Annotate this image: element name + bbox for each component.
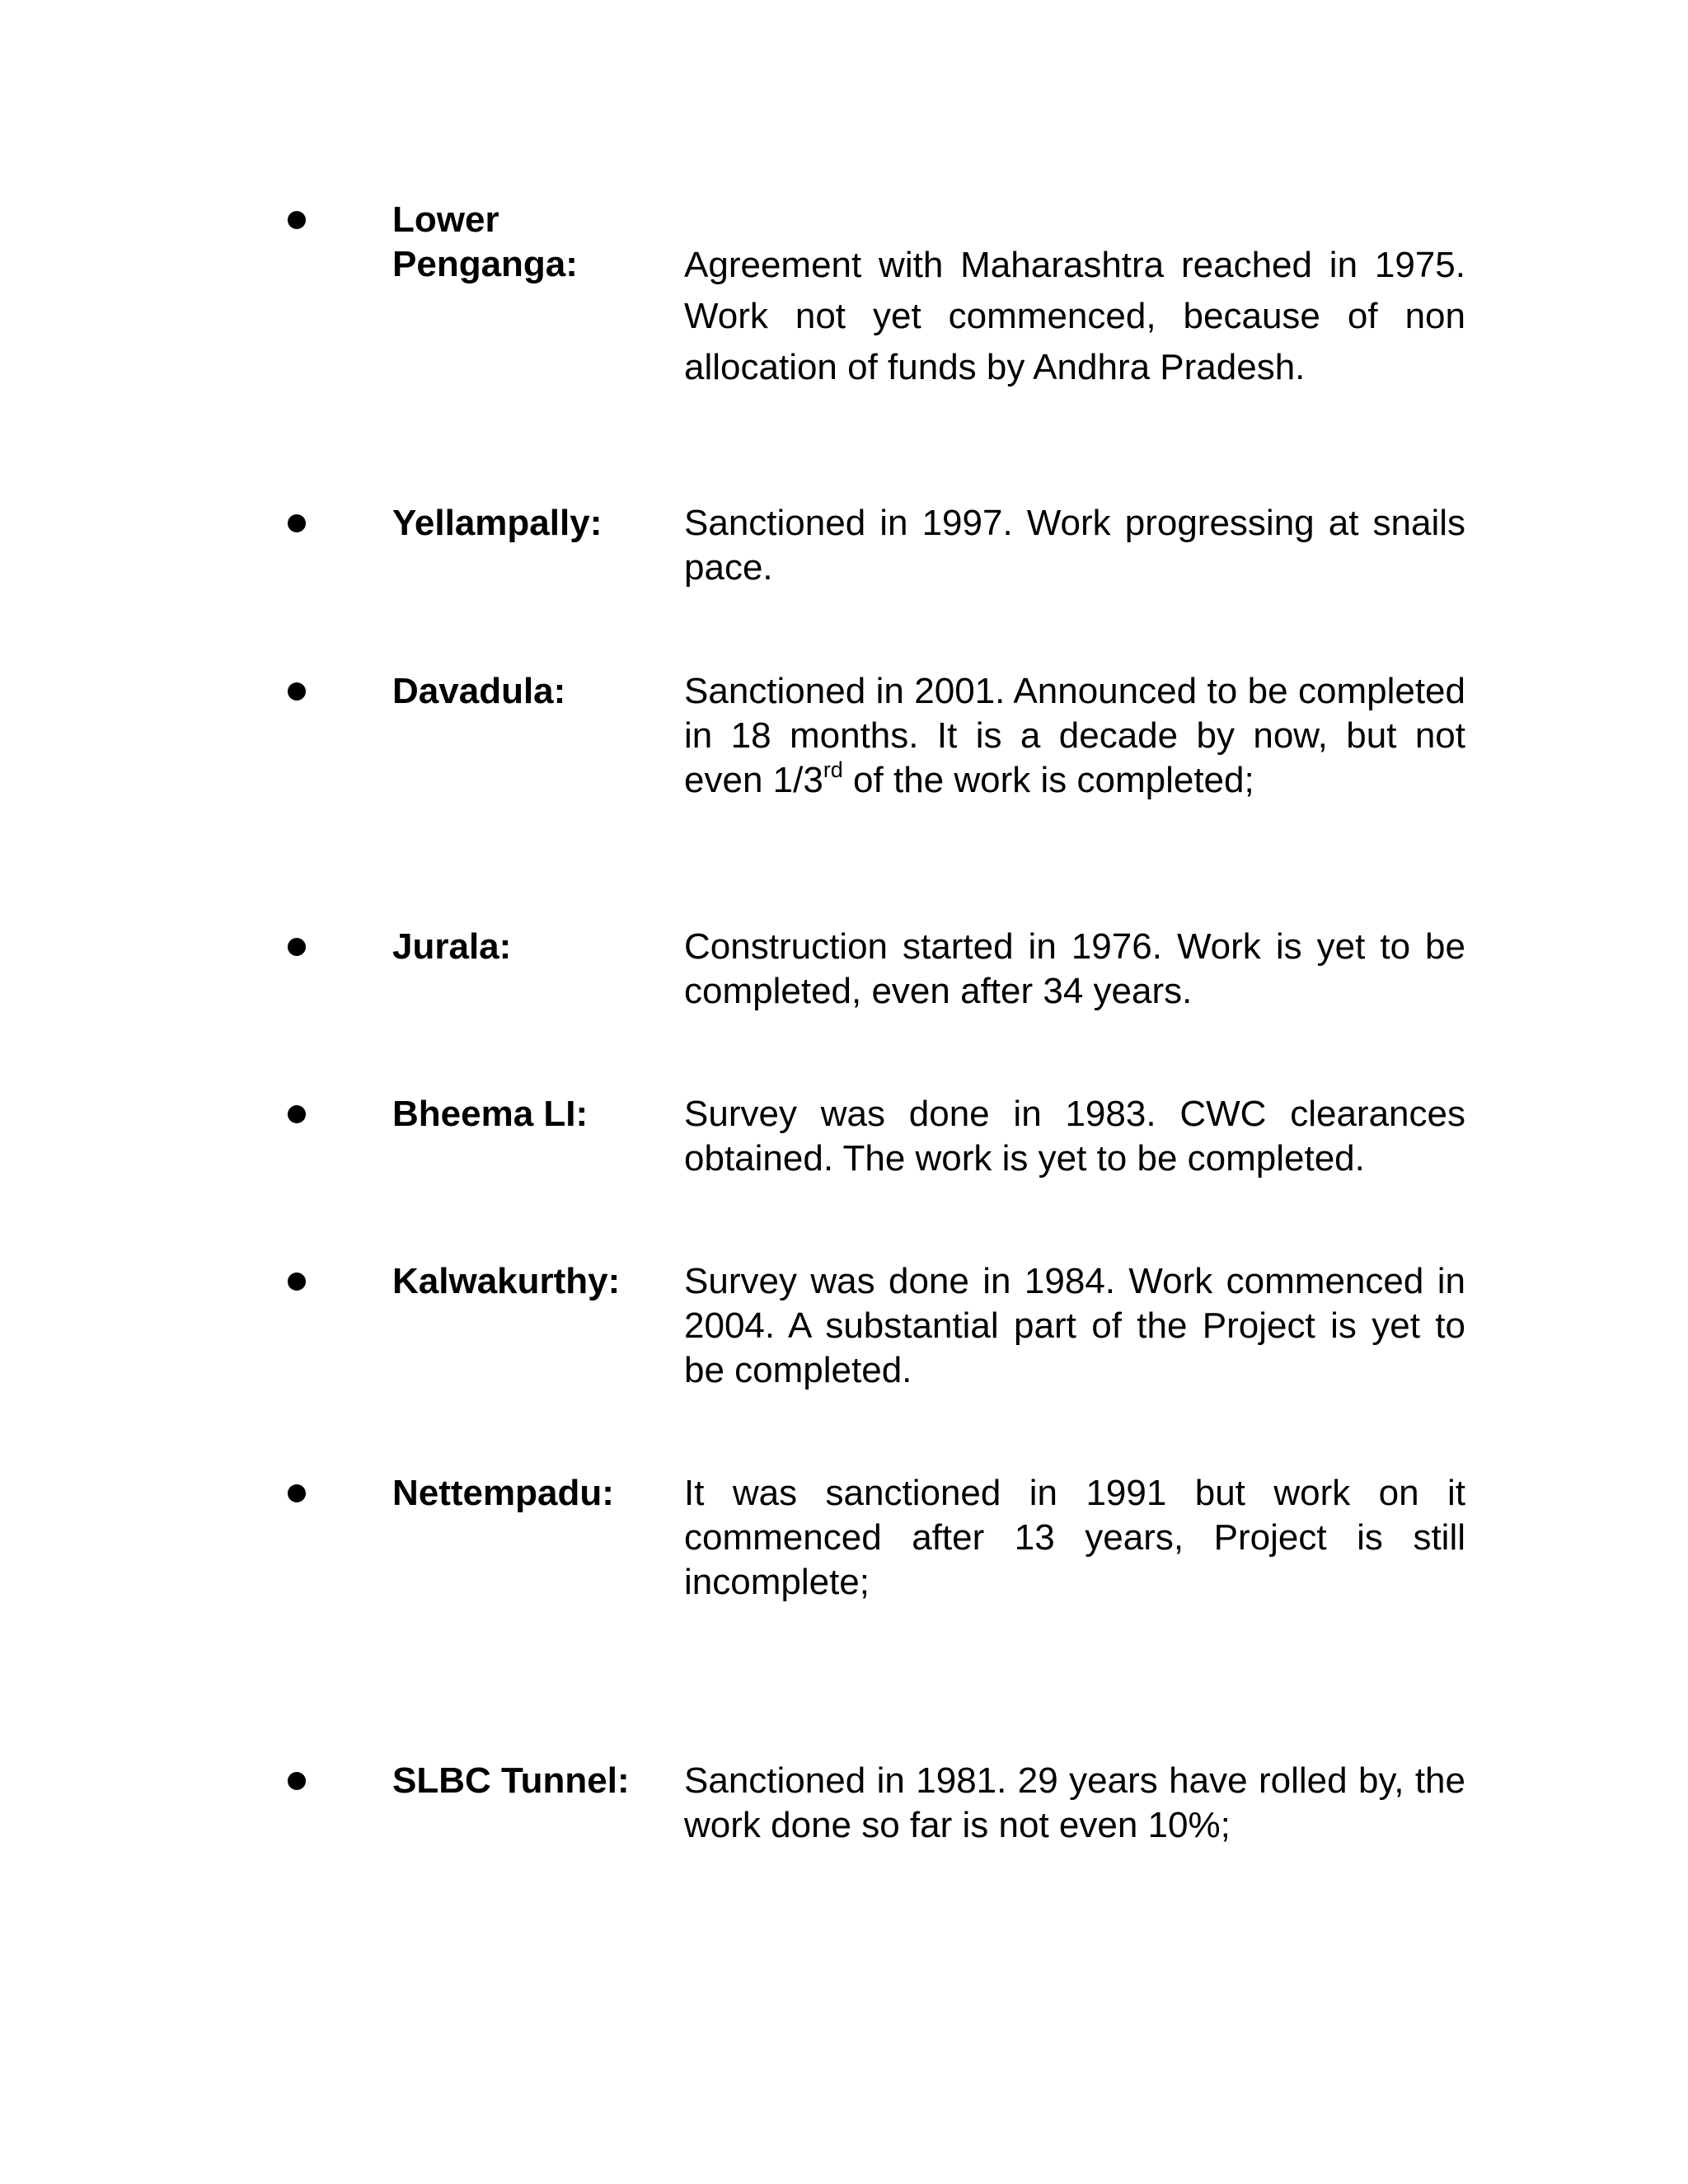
item-label: Bheema LI: bbox=[392, 1094, 588, 1134]
bullet-icon bbox=[288, 1772, 306, 1790]
item-description: It was sanctioned in 1991 but work on it commenced after 13 years, Project is still incomplete; bbox=[684, 1473, 1465, 1602]
item-label-line1: Lower bbox=[392, 199, 499, 240]
item-label: Davadula: bbox=[392, 671, 566, 711]
bullet-icon bbox=[288, 211, 306, 229]
item-label: Nettempadu: bbox=[392, 1473, 614, 1513]
bullet-icon bbox=[288, 938, 306, 956]
item-description: Agreement with Maharashtra reached in 1975. Work not yet commenced, because of non allocation of funds by Andhra Pradesh. bbox=[684, 245, 1465, 387]
bullet-icon bbox=[288, 682, 306, 701]
item-description-part: of the work is completed; bbox=[842, 760, 1254, 800]
item-description: Sanctioned in 1981. 29 years have rolled by, the work done so far is not even 10%; bbox=[684, 1760, 1465, 1845]
item-description: Sanctioned in 1997. Work progressing at snails pace. bbox=[684, 503, 1465, 588]
item-description: Survey was done in 1984. Work commenced in 2004. A substantial part of the Project is yet to be completed. bbox=[684, 1261, 1465, 1390]
item-description: Construction started in 1976. Work is yet to be completed, even after 34 years. bbox=[684, 926, 1465, 1011]
bullet-icon bbox=[288, 1484, 306, 1502]
item-description: Survey was done in 1983. CWC clearances obtained. The work is yet to be completed. bbox=[684, 1094, 1465, 1179]
item-description bbox=[684, 669, 1465, 803]
ordinal-superscript: rd bbox=[823, 757, 843, 782]
item-label: SLBC Tunnel: bbox=[392, 1760, 630, 1801]
item-label: Jurala: bbox=[392, 926, 512, 967]
item-label: Yellampally: bbox=[392, 503, 603, 543]
item-label-line2: Penganga: bbox=[392, 244, 578, 284]
bullet-icon bbox=[288, 514, 306, 532]
item-label: Kalwakurthy: bbox=[392, 1261, 621, 1301]
item-label bbox=[392, 198, 578, 287]
bullet-icon bbox=[288, 1272, 306, 1291]
item-description-part: Sanctioned in 2001. Announced to be completed in 18 months. It is a decade by now, but not even 1/3 bbox=[684, 671, 1465, 800]
bullet-icon bbox=[288, 1105, 306, 1123]
